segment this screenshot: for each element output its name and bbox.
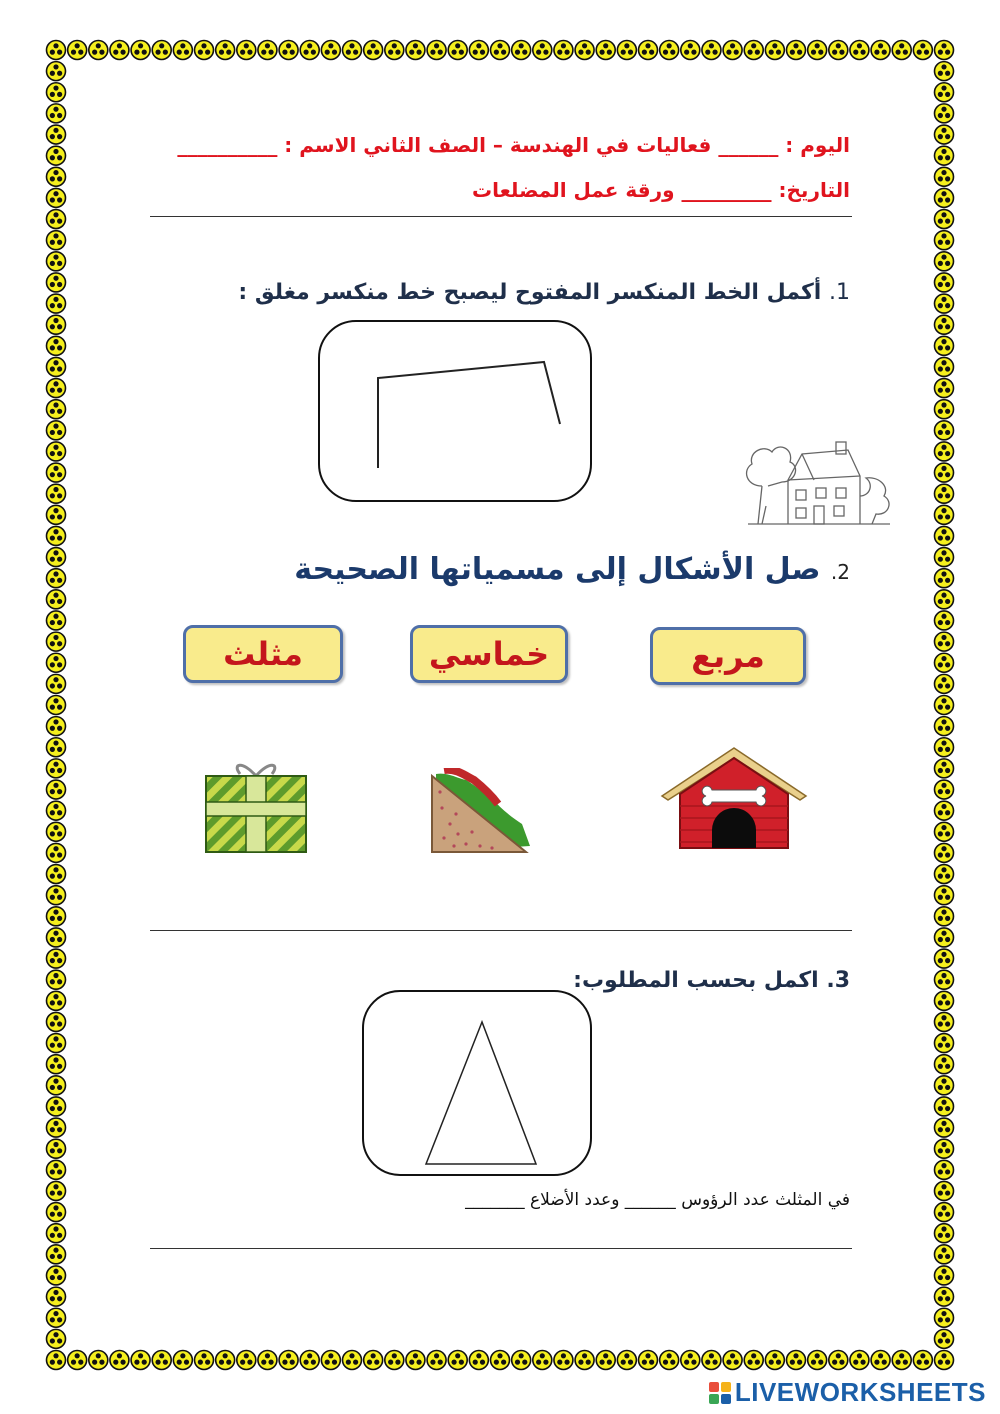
border-dot [47, 801, 66, 820]
border-dot [935, 1181, 954, 1200]
border-dot [935, 822, 954, 841]
border-dot [617, 1351, 636, 1370]
border-dot [723, 41, 742, 60]
border-dot [808, 41, 827, 60]
border-dot [47, 357, 66, 376]
border-dot [935, 294, 954, 313]
border-dot [47, 188, 66, 207]
border-dot [935, 970, 954, 989]
header-divider [150, 216, 852, 217]
border-dot [300, 1351, 319, 1370]
border-dot [237, 41, 256, 60]
liveworksheets-logo-icon [709, 1382, 731, 1404]
border-dot [47, 1203, 66, 1222]
border-dot [47, 632, 66, 651]
border-dot [935, 590, 954, 609]
border-dot [533, 1351, 552, 1370]
border-dot [300, 41, 319, 60]
question-3-divider [150, 1248, 852, 1249]
border-dot [448, 41, 467, 60]
border-dot [47, 1034, 66, 1053]
border-dot [89, 1351, 108, 1370]
border-dot [935, 167, 954, 186]
border-dot [935, 1308, 954, 1327]
triangle-box [362, 990, 592, 1176]
border-dot [935, 1224, 954, 1243]
border-dot [935, 379, 954, 398]
triangle-fill-in-sentence[interactable]: في المثلث عدد الرؤوس ______ وعدد الأضلاع _______ [465, 1190, 850, 1210]
border-dot [935, 696, 954, 715]
border-dot [47, 400, 66, 419]
border-dot [829, 1351, 848, 1370]
border-dot [47, 822, 66, 841]
border-dot [47, 928, 66, 947]
border-dot [385, 41, 404, 60]
border-dot [935, 400, 954, 419]
sandwich-image[interactable] [426, 768, 536, 854]
border-dot [554, 1351, 573, 1370]
border-dot [935, 252, 954, 271]
border-dot [469, 1351, 488, 1370]
border-dot [427, 1351, 446, 1370]
border-dot [913, 1351, 932, 1370]
border-dot [47, 442, 66, 461]
label-triangle[interactable]: مثلث [183, 625, 343, 683]
border-dot [935, 125, 954, 144]
border-dot [195, 41, 214, 60]
border-dot [258, 1351, 277, 1370]
border-dot [575, 1351, 594, 1370]
border-dot [131, 41, 150, 60]
border-dot [935, 717, 954, 736]
border-dot [702, 1351, 721, 1370]
border-dot [47, 1097, 66, 1116]
border-dot [850, 41, 869, 60]
question-3-text: اكمل بحسب المطلوب: [573, 968, 819, 993]
border-dot [935, 1118, 954, 1137]
border-dot [935, 907, 954, 926]
border-dot [47, 83, 66, 102]
question-1-text: أكمل الخط المنكسر المفتوح ليصبح خط منكسر مغلق : [238, 280, 822, 305]
border-dot [385, 1351, 404, 1370]
border-dot [47, 569, 66, 588]
triangle-shape [364, 992, 590, 1174]
border-dot [702, 41, 721, 60]
border-dot [47, 1351, 66, 1370]
border-dot [913, 41, 932, 60]
border-dot [47, 1224, 66, 1243]
border-dot [47, 1181, 66, 1200]
border-dot [47, 611, 66, 630]
border-dot [935, 949, 954, 968]
border-dot [935, 843, 954, 862]
border-dot [935, 146, 954, 165]
border-dot [935, 315, 954, 334]
border-dot [47, 41, 66, 60]
border-dot [110, 1351, 129, 1370]
border-dot [406, 1351, 425, 1370]
border-dot [47, 167, 66, 186]
house-sketch-image [738, 436, 898, 526]
border-dot [47, 1118, 66, 1137]
border-dot [364, 1351, 383, 1370]
border-dot [343, 1351, 362, 1370]
border-dot [343, 41, 362, 60]
border-dot [681, 41, 700, 60]
border-dot [935, 1160, 954, 1179]
border-dot [321, 41, 340, 60]
border-dot [935, 1139, 954, 1158]
border-dot [660, 41, 679, 60]
border-dot [47, 1055, 66, 1074]
border-dot [279, 1351, 298, 1370]
label-pentagon[interactable]: خماسي [410, 625, 568, 683]
border-dot [47, 780, 66, 799]
border-dot [935, 1055, 954, 1074]
border-dot [935, 1203, 954, 1222]
border-dot [935, 231, 954, 250]
border-dot [47, 1245, 66, 1264]
border-dot [448, 1351, 467, 1370]
border-dot [935, 526, 954, 545]
border-dot [935, 738, 954, 757]
question-2-number: 2. [830, 560, 850, 584]
border-dot [47, 696, 66, 715]
border-dot [47, 125, 66, 144]
border-dot [935, 780, 954, 799]
question-2-divider [150, 930, 852, 931]
border-dot [935, 62, 954, 81]
border-dot [935, 928, 954, 947]
border-dot [512, 1351, 531, 1370]
border-dot [68, 1351, 87, 1370]
border-dot [935, 336, 954, 355]
border-dot [935, 188, 954, 207]
border-dot [47, 273, 66, 292]
border-dot [47, 210, 66, 229]
border-dot [723, 1351, 742, 1370]
border-dot [47, 1308, 66, 1327]
border-dot [935, 548, 954, 567]
header-line-date-worksheet: التاريخ: _________ ورقة عمل المضلعات [472, 178, 850, 202]
border-dot [47, 379, 66, 398]
border-dot [935, 1266, 954, 1285]
border-dot [935, 505, 954, 524]
border-dot [47, 886, 66, 905]
border-dot [47, 421, 66, 440]
border-dot [47, 1160, 66, 1179]
border-dot [89, 41, 108, 60]
border-dot [47, 759, 66, 778]
border-dot [173, 1351, 192, 1370]
label-square[interactable]: مربع [650, 627, 806, 685]
border-dot [279, 41, 298, 60]
border-dot [935, 801, 954, 820]
open-polyline-box[interactable] [318, 320, 592, 502]
border-dot [427, 41, 446, 60]
border-dot [258, 41, 277, 60]
border-dot [47, 717, 66, 736]
border-dot [892, 1351, 911, 1370]
border-dot [321, 1351, 340, 1370]
border-dot [765, 41, 784, 60]
watermark-text: LIVEWORKSHEETS [734, 1377, 986, 1407]
border-dot [47, 590, 66, 609]
border-dot [935, 210, 954, 229]
border-dot [406, 41, 425, 60]
border-dot [152, 41, 171, 60]
border-dot [935, 1012, 954, 1031]
border-dot [935, 104, 954, 123]
border-dot [744, 1351, 763, 1370]
gift-box-image[interactable] [202, 758, 310, 854]
border-dot [47, 484, 66, 503]
border-dot [491, 41, 510, 60]
border-dot [512, 41, 531, 60]
border-dot [47, 336, 66, 355]
border-dot [808, 1351, 827, 1370]
border-dot [871, 41, 890, 60]
border-dot [850, 1351, 869, 1370]
border-dot [47, 653, 66, 672]
border-dot [935, 1287, 954, 1306]
border-dot [47, 674, 66, 693]
border-dot [47, 548, 66, 567]
border-dot [533, 41, 552, 60]
border-dot [47, 1287, 66, 1306]
border-dot [871, 1351, 890, 1370]
border-dot [744, 41, 763, 60]
border-dot [935, 41, 954, 60]
border-dot [47, 843, 66, 862]
border-dot [787, 1351, 806, 1370]
border-dot [491, 1351, 510, 1370]
border-dot [787, 41, 806, 60]
border-dot [935, 1076, 954, 1095]
border-dot [47, 1329, 66, 1348]
border-dot [935, 442, 954, 461]
border-dot [47, 463, 66, 482]
border-dot [935, 886, 954, 905]
border-dot [935, 865, 954, 884]
border-dot [935, 484, 954, 503]
border-dot [596, 41, 615, 60]
border-dot [765, 1351, 784, 1370]
border-dot [639, 1351, 658, 1370]
border-dot [237, 1351, 256, 1370]
question-2-text: صل الأشكال إلى مسمياتها الصحيحة [294, 552, 821, 587]
border-dot [47, 907, 66, 926]
border-dot [47, 146, 66, 165]
border-dot [829, 41, 848, 60]
border-dot [935, 991, 954, 1010]
border-dot [68, 41, 87, 60]
border-dot [152, 1351, 171, 1370]
border-dot [47, 526, 66, 545]
question-1-number: 1. [829, 280, 850, 305]
border-dot [469, 41, 488, 60]
border-dot [617, 41, 636, 60]
question-3-prompt [573, 968, 850, 993]
border-dot [216, 41, 235, 60]
border-dot [216, 1351, 235, 1370]
border-dot [47, 738, 66, 757]
border-dot [935, 611, 954, 630]
border-dot [935, 463, 954, 482]
border-dot [47, 315, 66, 334]
border-dot [173, 41, 192, 60]
border-dot [935, 632, 954, 651]
border-dot [935, 273, 954, 292]
border-dot [47, 1012, 66, 1031]
question-3-number: 3. [826, 968, 850, 993]
header-line-day-title-name: اليوم : ______ فعاليات في الهندسة – الصف الثاني الاسم : __________ [177, 133, 850, 157]
border-dot [47, 1076, 66, 1095]
border-dot [935, 83, 954, 102]
border-dot [596, 1351, 615, 1370]
open-polyline [320, 322, 590, 500]
border-dot [935, 1097, 954, 1116]
dog-house-image[interactable] [660, 746, 808, 852]
border-dot [935, 1351, 954, 1370]
border-dot [47, 991, 66, 1010]
border-dot [47, 1139, 66, 1158]
border-dot [47, 62, 66, 81]
border-dot [681, 1351, 700, 1370]
border-dot [554, 41, 573, 60]
border-dot [935, 1245, 954, 1264]
liveworksheets-watermark [709, 1377, 986, 1408]
border-dot [47, 949, 66, 968]
border-dot [47, 970, 66, 989]
border-dot [935, 674, 954, 693]
border-dot [364, 41, 383, 60]
border-dot [892, 41, 911, 60]
border-dot [47, 865, 66, 884]
question-1-prompt [238, 280, 850, 305]
border-dot [47, 104, 66, 123]
border-dot [110, 41, 129, 60]
border-dot [47, 1266, 66, 1285]
border-dot [47, 505, 66, 524]
border-dot [575, 41, 594, 60]
border-dot [935, 421, 954, 440]
border-dot [935, 759, 954, 778]
border-dot [935, 357, 954, 376]
border-dot [195, 1351, 214, 1370]
border-dot [131, 1351, 150, 1370]
question-2-prompt [294, 552, 850, 587]
border-dot [639, 41, 658, 60]
border-dot [47, 231, 66, 250]
border-dot [935, 1329, 954, 1348]
border-dot [935, 569, 954, 588]
border-dot [935, 653, 954, 672]
border-dot [660, 1351, 679, 1370]
border-dot [47, 252, 66, 271]
border-dot [935, 1034, 954, 1053]
border-dot [47, 294, 66, 313]
